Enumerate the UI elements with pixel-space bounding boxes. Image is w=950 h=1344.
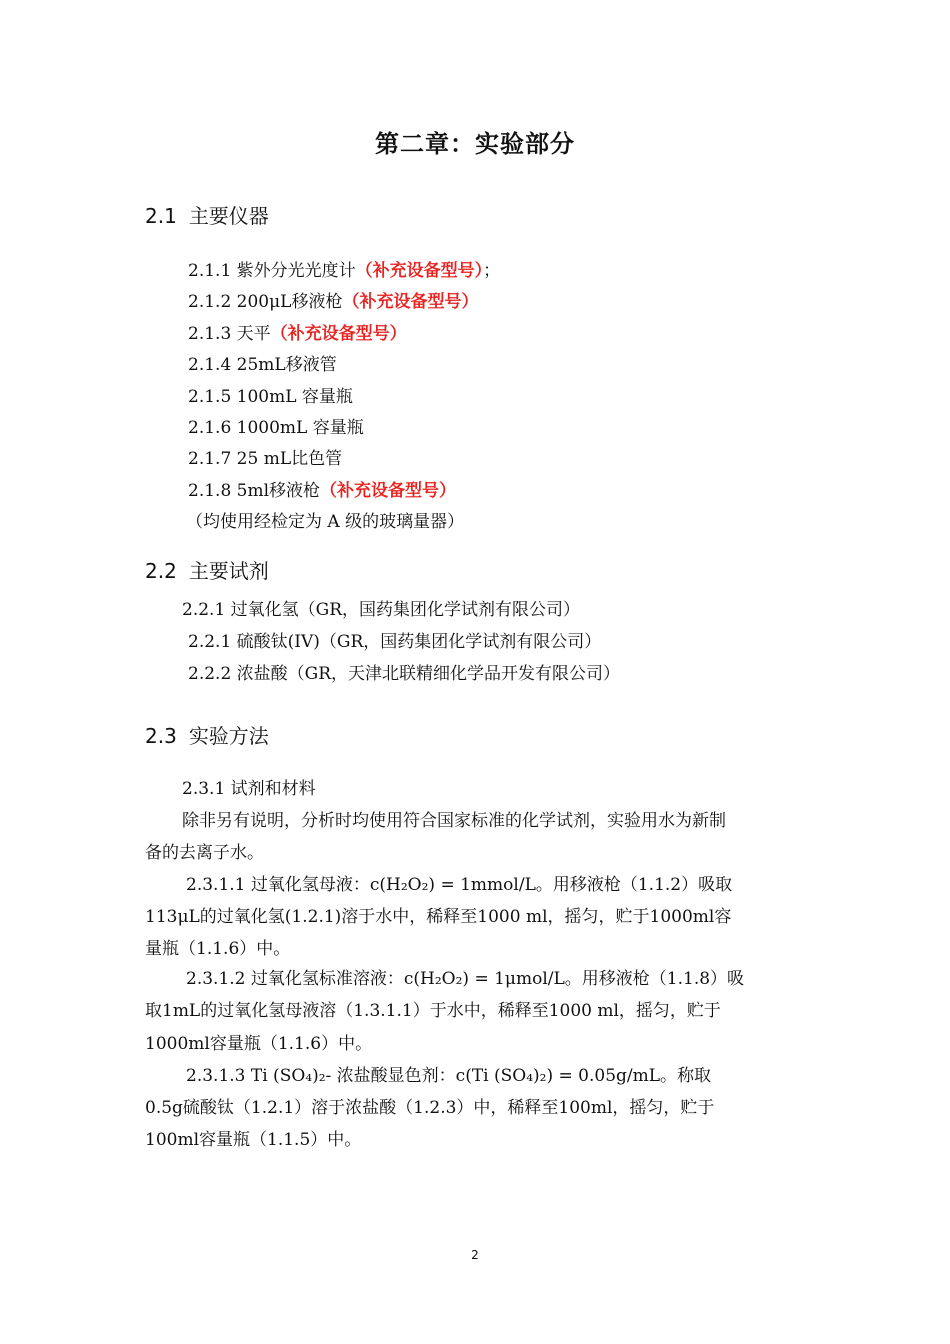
section-title: 主要仪器: [188, 204, 269, 228]
instrument-item: [188, 447, 342, 471]
reagent-item: 2.2.1 过氧化氢（GR，国药集团化学试剂有限公司）: [182, 600, 581, 620]
instrument-item: [188, 385, 353, 409]
paragraph-line: 1000ml容量瓶（1.1.6）中。: [145, 1034, 373, 1054]
instrument-suffix: ；: [483, 261, 501, 281]
paragraph-line: 2.3.1.1 过氧化氢母液：c(H₂O₂) = 1mmol/L。用移液枪（1.1.2）吸取: [186, 875, 733, 895]
instrument-text: 2.1.3 天平: [188, 324, 271, 344]
paragraph-line: 2.3.1.3 Ti (SO₄)₂- 浓盐酸显色剂：c(Ti (SO₄)₂) = 0.05g/mL。称取: [186, 1066, 712, 1086]
instrument-item: [188, 322, 407, 346]
section-number: 2.2: [145, 559, 177, 583]
instrument-note: （补充设备型号）: [270, 324, 407, 344]
instrument-note: （补充设备型号）: [355, 261, 484, 281]
section-heading-reagents: [145, 555, 269, 584]
paragraph-line: 取1mL的过氧化氢母液溶（1.3.1.1）于水中，稀释至1000 ml，摇匀，贮于: [145, 1001, 721, 1021]
paragraph-line: 100ml容量瓶（1.1.5）中。: [145, 1130, 362, 1150]
page-number: 2: [471, 1248, 479, 1262]
section-number: 2.3: [145, 724, 177, 748]
subsection-heading: 2.3.1 试剂和材料: [182, 779, 316, 799]
instrument-text: 2.1.7 25 mL比色管: [188, 449, 343, 469]
section-title: 实验方法: [188, 724, 269, 748]
section-heading-instruments: [145, 200, 269, 229]
instrument-text: 2.1.5 100mL 容量瓶: [188, 387, 353, 407]
instrument-item: [188, 416, 364, 440]
paragraph-line: 0.5g硫酸钛（1.2.1）溶于浓盐酸（1.2.3）中，稀释至100ml，摇匀，贮于: [145, 1098, 715, 1118]
instrument-item: [188, 290, 478, 314]
instrument-item: [188, 353, 337, 377]
section-heading-methods: [145, 720, 269, 749]
reagent-item: 2.2.2 浓盐酸（GR，天津北联精细化学品开发有限公司）: [188, 664, 621, 684]
instrument-note: （补充设备型号）: [342, 292, 479, 312]
paragraph-line: 量瓶（1.1.6）中。: [145, 939, 291, 959]
paragraph-line: 2.3.1.2 过氧化氢标准溶液：c(H₂O₂) = 1μmol/L。用移液枪（1.1.8）吸: [186, 969, 745, 989]
instrument-note-line: （均使用经检定为 A 级的玻璃量器）: [186, 512, 465, 532]
chapter-title: 第二章：实验部分: [375, 130, 575, 158]
paragraph-line: 除非另有说明，分析时均使用符合国家标准的化学试剂，实验用水为新制: [182, 811, 726, 831]
instrument-text: 2.1.4 25mL移液管: [188, 355, 337, 375]
instrument-text: 2.1.2 200μL移液枪: [188, 292, 343, 312]
instrument-text: 2.1.8 5ml移液枪: [188, 481, 321, 501]
section-title: 主要试剂: [188, 559, 269, 583]
instrument-text: 2.1.6 1000mL 容量瓶: [188, 418, 364, 438]
instrument-text: 2.1.1 紫外分光光度计: [188, 261, 356, 281]
instrument-note: （补充设备型号）: [320, 481, 457, 501]
section-number: 2.1: [145, 204, 177, 228]
reagent-item: 2.2.1 硫酸钛(IV)（GR，国药集团化学试剂有限公司）: [188, 632, 602, 652]
instrument-item: [188, 479, 456, 503]
instrument-item: [188, 259, 500, 283]
paragraph-line: 113μL的过氧化氢(1.2.1)溶于水中，稀释至1000 ml，摇匀，贮于1000ml容: [145, 907, 732, 927]
paragraph-line: 备的去离子水。: [145, 843, 264, 863]
